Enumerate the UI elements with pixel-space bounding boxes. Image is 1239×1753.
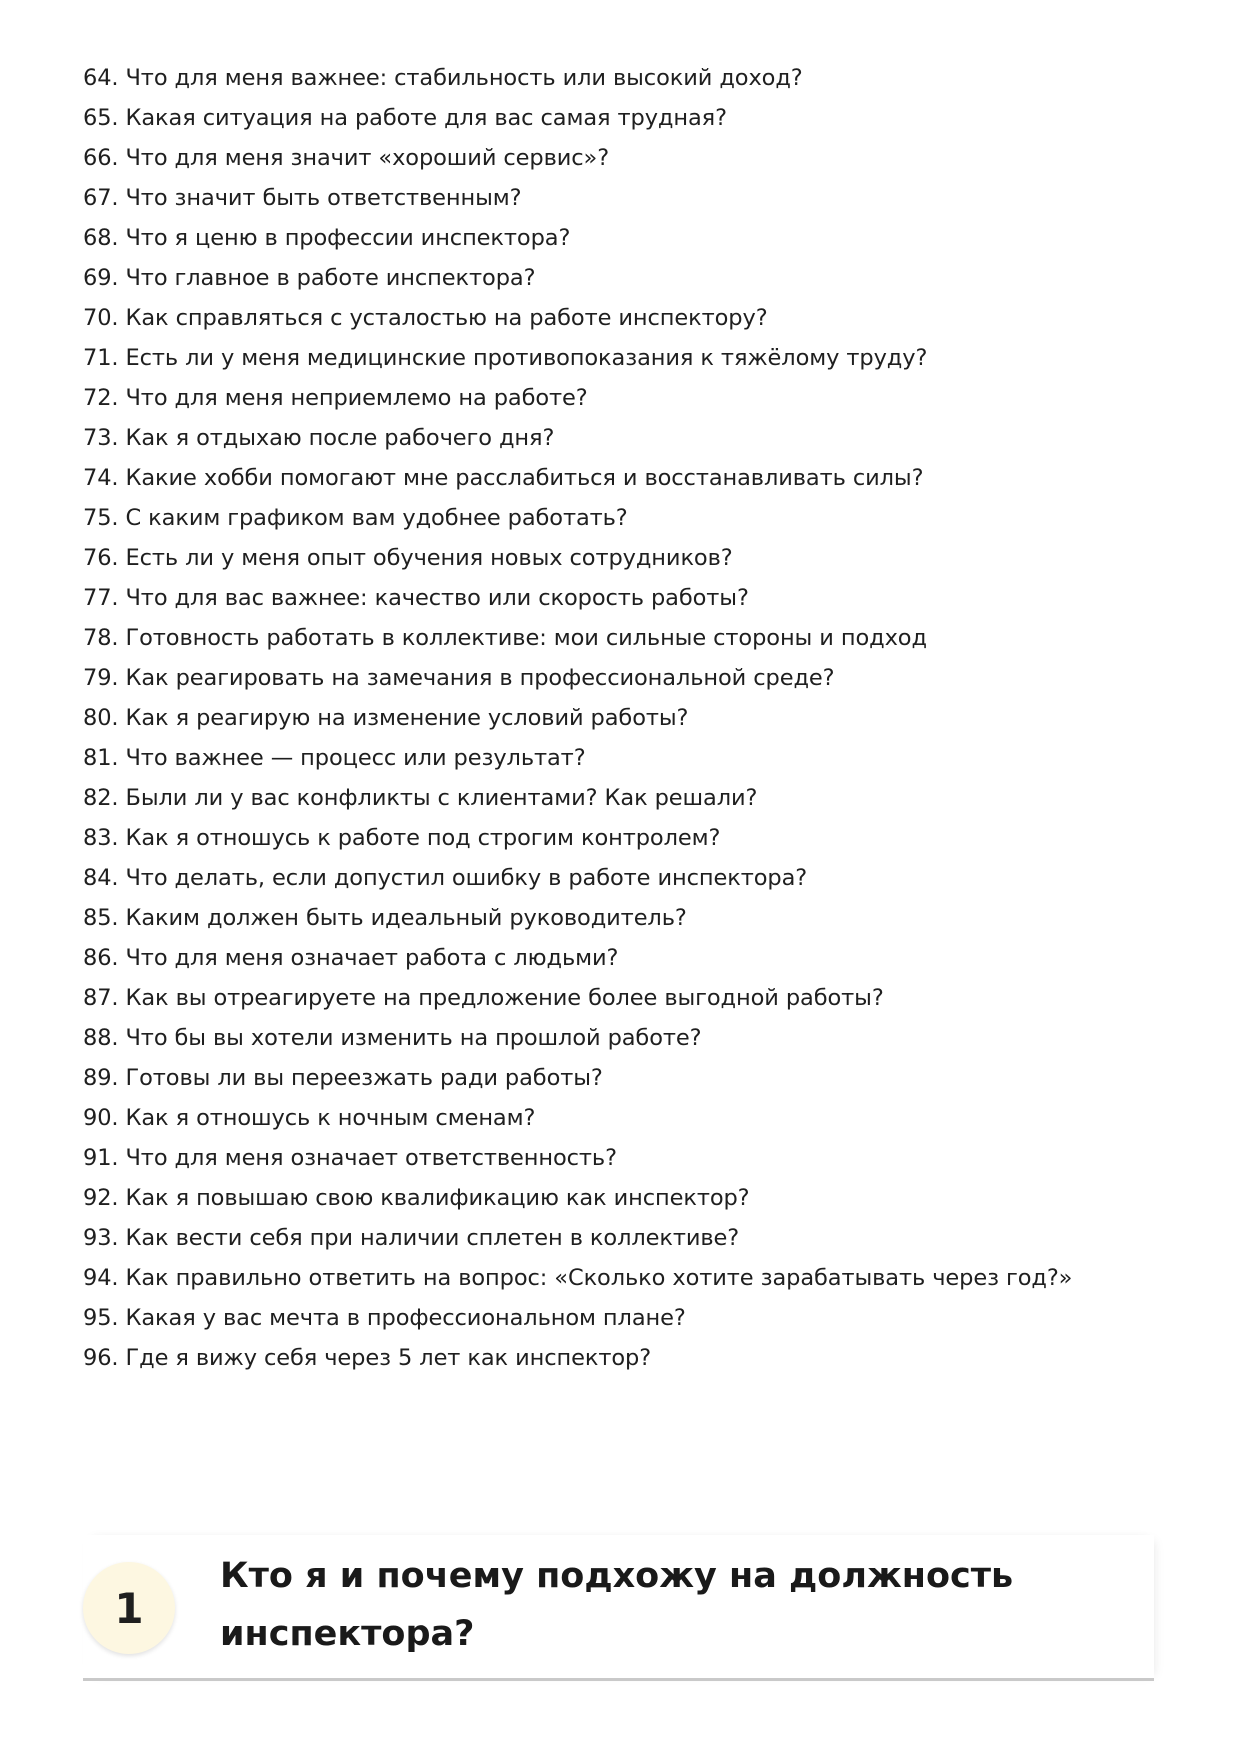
question-item xyxy=(83,978,1072,1018)
question-item xyxy=(83,658,1072,698)
question-number: 95. xyxy=(83,1305,119,1331)
question-item xyxy=(83,1298,1072,1338)
question-number: 73. xyxy=(83,425,119,451)
question-item xyxy=(83,1338,1072,1378)
question-text: Как справляться с усталостью на работе инспектору? xyxy=(125,305,768,331)
question-text: Как я отдыхаю после рабочего дня? xyxy=(125,425,555,451)
question-item xyxy=(83,938,1072,978)
question-number: 67. xyxy=(83,185,119,211)
question-item xyxy=(83,1098,1072,1138)
question-item xyxy=(83,538,1072,578)
question-text: Есть ли у меня медицинские противопоказания к тяжёлому труду? xyxy=(125,345,928,371)
question-item xyxy=(83,258,1072,298)
question-number: 86. xyxy=(83,945,119,971)
question-text: Что важнее — процесс или результат? xyxy=(125,745,586,771)
question-item xyxy=(83,338,1072,378)
question-number: 76. xyxy=(83,545,119,571)
question-number: 64. xyxy=(83,65,119,91)
question-text: Как я отношусь к ночным сменам? xyxy=(125,1105,536,1131)
question-text: Что делать, если допустил ошибку в работе инспектора? xyxy=(125,865,808,891)
question-text: Что для меня означает работа с людьми? xyxy=(125,945,619,971)
question-item xyxy=(83,1178,1072,1218)
section-title: Кто я и почему подхожу на должность инспектора? xyxy=(220,1556,1014,1654)
question-number: 84. xyxy=(83,865,119,891)
question-item xyxy=(83,418,1072,458)
question-text: Что для меня неприемлемо на работе? xyxy=(125,385,588,411)
question-number: 74. xyxy=(83,465,119,491)
question-text: Как я повышаю свою квалификацию как инспектор? xyxy=(125,1185,750,1211)
question-number: 71. xyxy=(83,345,119,371)
question-item xyxy=(83,738,1072,778)
question-text: С каким графиком вам удобнее работать? xyxy=(125,505,628,531)
question-item xyxy=(83,1258,1072,1298)
question-text: Что главное в работе инспектора? xyxy=(125,265,536,291)
question-text: Как вы отреагируете на предложение более выгодной работы? xyxy=(125,985,884,1011)
section-number-badge: 1 xyxy=(83,1562,175,1654)
question-text: Какая у вас мечта в профессиональном плане? xyxy=(125,1305,686,1331)
question-item xyxy=(83,378,1072,418)
question-text: Какая ситуация на работе для вас самая трудная? xyxy=(125,105,727,131)
question-number: 90. xyxy=(83,1105,119,1131)
question-text: Каким должен быть идеальный руководитель? xyxy=(125,905,687,931)
question-item xyxy=(83,778,1072,818)
question-number: 78. xyxy=(83,625,119,651)
question-text: Готовность работать в коллективе: мои сильные стороны и подход xyxy=(125,625,927,651)
question-item xyxy=(83,138,1072,178)
question-text: Где я вижу себя через 5 лет как инспектор? xyxy=(125,1345,652,1371)
question-text: Что для вас важнее: качество или скорость работы? xyxy=(125,585,749,611)
question-number: 87. xyxy=(83,985,119,1011)
question-text: Что для меня означает ответственность? xyxy=(125,1145,617,1171)
question-item xyxy=(83,1058,1072,1098)
question-text: Были ли у вас конфликты с клиентами? Как решали? xyxy=(125,785,758,811)
question-text: Что бы вы хотели изменить на прошлой работе? xyxy=(125,1025,702,1051)
question-item xyxy=(83,898,1072,938)
question-item xyxy=(83,1138,1072,1178)
question-text: Что значит быть ответственным? xyxy=(125,185,522,211)
question-item xyxy=(83,698,1072,738)
question-text: Какие хобби помогают мне расслабиться и восстанавливать силы? xyxy=(125,465,924,491)
question-number: 77. xyxy=(83,585,119,611)
question-text: Как вести себя при наличии сплетен в коллективе? xyxy=(125,1225,740,1251)
question-item xyxy=(83,1018,1072,1058)
question-text: Как я отношусь к работе под строгим контролем? xyxy=(125,825,721,851)
question-item xyxy=(83,618,1072,658)
question-number: 82. xyxy=(83,785,119,811)
question-number: 68. xyxy=(83,225,119,251)
question-text: Что я ценю в профессии инспектора? xyxy=(125,225,571,251)
question-text: Есть ли у меня опыт обучения новых сотрудников? xyxy=(125,545,733,571)
question-number: 93. xyxy=(83,1225,119,1251)
question-number: 69. xyxy=(83,265,119,291)
question-text: Как правильно ответить на вопрос: «Сколько хотите зарабатывать через год?» xyxy=(125,1265,1073,1291)
question-item xyxy=(83,458,1072,498)
question-number: 96. xyxy=(83,1345,119,1371)
question-item xyxy=(83,818,1072,858)
question-number: 65. xyxy=(83,105,119,131)
question-item xyxy=(83,858,1072,898)
question-item xyxy=(83,1218,1072,1258)
question-text: Как реагировать на замечания в профессиональной среде? xyxy=(125,665,835,691)
question-number: 85. xyxy=(83,905,119,931)
question-item xyxy=(83,178,1072,218)
question-number: 70. xyxy=(83,305,119,331)
question-item xyxy=(83,218,1072,258)
question-list xyxy=(83,58,1072,1378)
question-number: 89. xyxy=(83,1065,119,1091)
question-item xyxy=(83,578,1072,618)
question-item xyxy=(83,58,1072,98)
question-text: Готовы ли вы переезжать ради работы? xyxy=(125,1065,603,1091)
question-item xyxy=(83,98,1072,138)
question-text: Как я реагирую на изменение условий работы? xyxy=(125,705,689,731)
question-number: 92. xyxy=(83,1185,119,1211)
question-number: 83. xyxy=(83,825,119,851)
question-item xyxy=(83,498,1072,538)
question-number: 72. xyxy=(83,385,119,411)
question-number: 94. xyxy=(83,1265,119,1291)
question-text: Что для меня значит «хороший сервис»? xyxy=(125,145,610,171)
question-number: 79. xyxy=(83,665,119,691)
question-number: 91. xyxy=(83,1145,119,1171)
question-text: Что для меня важнее: стабильность или высокий доход? xyxy=(125,65,803,91)
question-item xyxy=(83,298,1072,338)
question-number: 80. xyxy=(83,705,119,731)
question-number: 88. xyxy=(83,1025,119,1051)
question-number: 66. xyxy=(83,145,119,171)
section-heading-card xyxy=(83,1535,1154,1681)
question-number: 75. xyxy=(83,505,119,531)
question-number: 81. xyxy=(83,745,119,771)
